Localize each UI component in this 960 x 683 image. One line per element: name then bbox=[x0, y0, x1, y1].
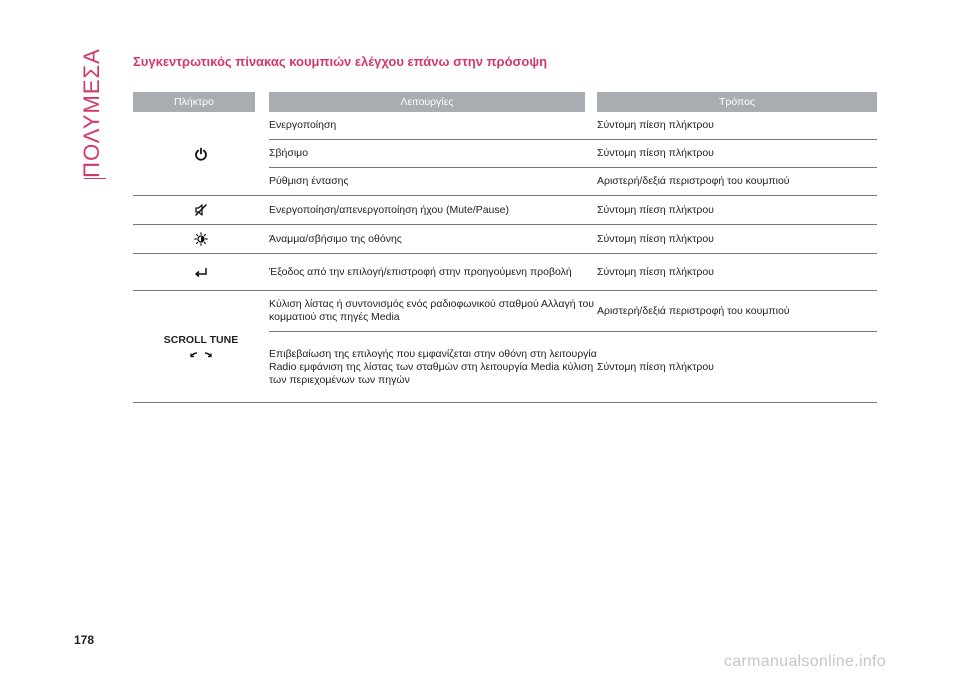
table-row bbox=[269, 254, 877, 290]
table-row bbox=[269, 332, 877, 402]
page-number: 178 bbox=[74, 633, 95, 647]
table-row bbox=[269, 225, 877, 253]
mode-cell: Σύντομη πίεση πλήκτρου bbox=[597, 203, 714, 216]
back-arrow-icon bbox=[194, 266, 208, 278]
mode-cell: Σύντομη πίεση πλήκτρου bbox=[597, 147, 714, 159]
rotary-knob-icon bbox=[189, 349, 213, 359]
mode-cell: Αριστερή/δεξιά περιστροφή του κουμπιού bbox=[597, 304, 790, 317]
function-cell: Έξοδος από την επιλογή/επιστροφή στην προηγούμενη προβολή bbox=[269, 265, 572, 278]
mode-cell: Σύντομη πίεση πλήκτρου bbox=[597, 119, 714, 131]
watermark: carmanualsonline.info bbox=[724, 653, 886, 670]
side-section-title-text: ΠΟΛΥΜΕΣΑ bbox=[79, 47, 104, 178]
header-functions: Λειτουργίες bbox=[269, 92, 585, 112]
table-group-back bbox=[133, 254, 877, 291]
function-cell: Επιβεβαίωση της επιλογής που εμφανίζεται στην οθόνη στη λειτουργία Radio εμφάνιση της λίστας των σταθμών στη λειτουργία Media κύλιση των περιεχομένων των πηγών bbox=[269, 347, 597, 386]
mute-icon bbox=[194, 203, 208, 217]
page-heading: Συγκεντρωτικός πίνακας κουμπιών ελέγχου επάνω στην πρόσοψη bbox=[133, 54, 548, 69]
power-icon bbox=[194, 147, 208, 161]
header-key: Πλήκτρο bbox=[133, 92, 255, 112]
function-cell: Ρύθμιση έντασης bbox=[269, 175, 349, 187]
controls-table bbox=[133, 92, 877, 403]
table-row bbox=[269, 168, 877, 195]
key-cell-back bbox=[133, 254, 269, 290]
key-cell-scroll bbox=[133, 291, 269, 402]
key-cell-mute bbox=[133, 196, 269, 224]
table-group-mute bbox=[133, 196, 877, 225]
side-rule bbox=[84, 178, 106, 179]
scroll-tune-label: SCROLL TUNE bbox=[163, 334, 239, 346]
table-group-power bbox=[133, 112, 877, 196]
key-cell-screen bbox=[133, 225, 269, 253]
function-cell: Άναμμα/σβήσιμο της οθόνης bbox=[269, 232, 402, 245]
screen-brightness-icon bbox=[194, 232, 208, 246]
table-row bbox=[269, 291, 877, 332]
function-cell: Ενεργοποίηση/απενεργοποίηση ήχου (Mute/Pause) bbox=[269, 203, 509, 216]
table-row bbox=[269, 112, 877, 140]
header-mode: Τρόπος bbox=[597, 92, 877, 112]
mode-cell: Σύντομη πίεση πλήκτρου bbox=[597, 360, 714, 373]
table-group-scroll bbox=[133, 291, 877, 403]
table-row bbox=[269, 196, 877, 224]
side-section-title bbox=[78, 45, 106, 180]
mode-cell: Σύντομη πίεση πλήκτρου bbox=[597, 232, 714, 245]
mode-cell: Αριστερή/δεξιά περιστροφή του κουμπιού bbox=[597, 175, 790, 187]
function-cell: Ενεργοποίηση bbox=[269, 119, 337, 131]
mode-cell: Σύντομη πίεση πλήκτρου bbox=[597, 265, 714, 278]
table-header bbox=[133, 92, 877, 112]
table-row bbox=[269, 140, 877, 168]
table-group-screen bbox=[133, 225, 877, 254]
key-cell-power bbox=[133, 112, 269, 195]
function-cell: Κύλιση λίστας ή συντονισμός ενός ραδιοφωνικού σταθμού Αλλαγή του κομματιού στις πηγές Media bbox=[269, 298, 595, 323]
function-cell: Σβήσιμο bbox=[269, 147, 309, 159]
